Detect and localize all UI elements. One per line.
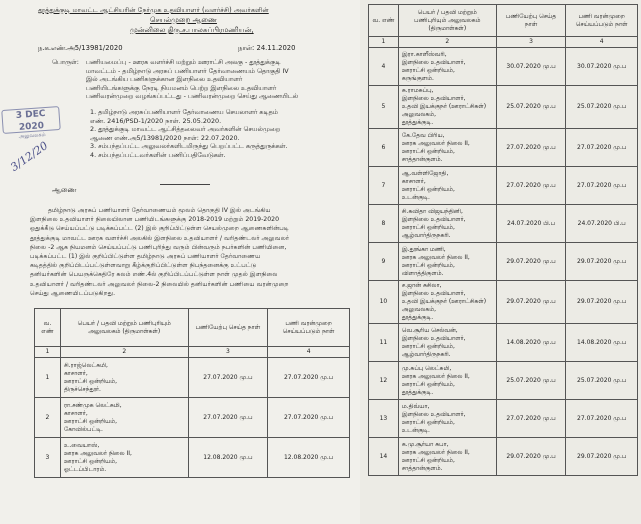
row-name-cell bbox=[398, 205, 496, 243]
row-name-cell bbox=[60, 398, 188, 438]
row-sno: 8 bbox=[369, 205, 399, 243]
row-name-line: ஊராட்சி ஒன்றியம், bbox=[401, 456, 455, 464]
row-name-line: காசாளர், bbox=[63, 369, 88, 377]
table-row bbox=[35, 438, 350, 478]
row-name-line: கே.தேவ பிரிய, bbox=[401, 131, 445, 139]
reference-item: 4. சம்பந்தப்பட்டவர்களின் பணிப்பதிவேடுகள். bbox=[90, 150, 226, 159]
row-join-date: 24.07.2020 பி.ப bbox=[496, 205, 566, 243]
table-number-row bbox=[369, 37, 638, 48]
row-regular-date: 27.07.2020 மு.ப bbox=[566, 129, 638, 167]
row-name-cell bbox=[398, 362, 496, 400]
table-row bbox=[369, 324, 638, 362]
order-line: நிலை -2 ஆக நியமனம் செய்யப்பட்டு பணிபுரிந்து வரும் பின்வரும் நபர்களின் பணியினை, bbox=[30, 243, 287, 251]
right-page bbox=[360, 0, 641, 524]
row-name-cell bbox=[398, 48, 496, 86]
row-name-line: தூத்துக்குடி. bbox=[401, 119, 434, 126]
row-name-line: இளநிலை உதவியாளர், bbox=[401, 290, 466, 297]
row-name-line: இளநிலை உதவியாளர், bbox=[401, 410, 466, 418]
row-sno: 7 bbox=[369, 167, 399, 205]
order-line: தனியர்களின் பெயருக்கெதிரே கலம் எண்.4ல் குறிப்பிடப்பட்டுள்ள நாள் முதல் இளநிலை bbox=[30, 271, 278, 279]
row-join-date: 14.08.2020 மு.ப bbox=[496, 324, 566, 362]
row-name-line: இளநிலை உதவியாளர், bbox=[401, 58, 466, 66]
header-line-3: முன்னிலை திரு.ச.பாலசுப்பிரமணியன், bbox=[130, 26, 254, 34]
col-sno: வ. எண் bbox=[369, 5, 399, 37]
order-line: உதவியாளர் / வரிதண்டலர் அலுவலர் நிலை-2 நிலையில் தனியர்களின் பணியை வரன்முறை bbox=[30, 280, 289, 288]
row-name-line: மு.சுப்பு லெட்சுமி, bbox=[401, 364, 452, 372]
row-name-line: ஊரக அலுவலர் நிலை II, bbox=[401, 372, 470, 380]
row-name-line: வெ.சூரிய செல்வன், bbox=[401, 326, 458, 334]
row-name-line: ஊராட்சி ஒன்றியம், bbox=[401, 261, 455, 269]
order-line: இளநிலை உதவியாளர் நிலையிலான பணியிடங்களுக்கு 2018-2019 மற்றும் 2019-2020 bbox=[30, 216, 280, 224]
header-line-2: செயல்முறை ஆணை bbox=[150, 16, 217, 24]
row-name-line: ஊரக அலுவலர் நிலை II, bbox=[401, 448, 470, 456]
row-name-line: ஊரக அலுவலர் நிலை II, bbox=[63, 449, 132, 457]
reference-item: 3. சம்பந்தப்பட்ட அலுவலர்களிடமிருந்து பெறப்பட்ட கருத்துருக்கள். bbox=[90, 142, 288, 151]
col-number: 2 bbox=[60, 347, 188, 358]
row-name-cell bbox=[60, 438, 188, 478]
col-number: 4 bbox=[268, 347, 350, 358]
row-name-cell bbox=[398, 86, 496, 129]
order-line: ஒதுக்கீடு செய்யப்பட்டு படிக்கப்பட்ட (2) இல் குறிப்பிட்டுள்ள செயல்முறை ஆணைகளின்படி bbox=[30, 225, 289, 233]
row-name-line: காசாளர், bbox=[63, 409, 88, 417]
row-name-line: உதவி இயக்குநர் (ஊராட்சிகள்) bbox=[401, 298, 487, 305]
row-name-line: ஊராட்சி ஒன்றியம், bbox=[401, 380, 455, 388]
row-name-line: ஊராட்சி ஒன்றியம், bbox=[401, 185, 455, 193]
table-row bbox=[369, 281, 638, 324]
row-regular-date: 27.07.2020 மு.ப bbox=[268, 358, 350, 398]
col-number: 4 bbox=[566, 37, 638, 48]
row-regular-date: 27.07.2020 மு.ப bbox=[566, 167, 638, 205]
row-name-line: இளநிலை உதவியாளர், bbox=[401, 95, 466, 102]
order-title: ஆணை bbox=[52, 186, 77, 194]
row-name-line: ஊராட்சி ஒன்றியம், bbox=[401, 66, 455, 74]
row-regular-date: 14.08.2020 மு.ப bbox=[566, 324, 638, 362]
subject-label: பொருள்: bbox=[52, 58, 79, 66]
row-name-line: ஆ.வள்ளிஜோதி, bbox=[401, 169, 449, 177]
col-regular-date: பணி வரன்முறை செய்யப்படும் நாள் bbox=[268, 309, 350, 347]
row-sno: 1 bbox=[35, 358, 61, 398]
table-row bbox=[369, 48, 638, 86]
row-name-line: இ.தூங்கா மணி, bbox=[401, 245, 446, 253]
order-date: நாள்: 24.11.2020 bbox=[238, 44, 296, 52]
row-sno: 3 bbox=[35, 438, 61, 478]
row-sno: 13 bbox=[369, 400, 399, 438]
order-line: கடிதத்தில் குறிப்பிடப்பட்டுள்ளவாறு கீழ்க்குறிப்பிட்டுள்ள நிபந்தனைக்கு உட்பட்டு bbox=[30, 262, 257, 270]
order-line: தமிழ்நாடு அரசுப் பணியாளர் தேர்வாணையம் மூலம் தொகுதி IV இல் அடங்கிய bbox=[48, 207, 271, 214]
row-name-line: ஊராட்சி ஒன்றியம், bbox=[63, 417, 117, 425]
left-table-body bbox=[35, 358, 350, 478]
row-name-line: ஊரக அலுவலர் நிலை II, bbox=[401, 253, 470, 261]
row-name-line: சி.கவிதா விஜயந்தினி, bbox=[401, 207, 463, 215]
stamp-sub: அலுவலகம் bbox=[18, 132, 46, 140]
row-name-line: ஊராட்சி ஒன்றியம், bbox=[401, 418, 455, 426]
row-sno: 14 bbox=[369, 438, 399, 476]
row-join-date: 25.07.2020 மு.ப bbox=[496, 362, 566, 400]
row-regular-date: 29.07.2020 மு.ப bbox=[566, 243, 638, 281]
row-name-line: விளாத்திகுளம். bbox=[401, 269, 444, 277]
row-sno: 5 bbox=[369, 86, 399, 129]
col-join-date: பணியேற்பு செய்த நாள் bbox=[496, 5, 566, 37]
row-join-date: 12.08.2020 மு.ப bbox=[188, 438, 268, 478]
right-regularisation-table bbox=[368, 4, 638, 476]
row-name-line: இரா.காளீஸ்வரி, bbox=[401, 50, 447, 58]
row-join-date: 29.07.2020 மு.ப bbox=[496, 438, 566, 476]
table-number-row bbox=[35, 347, 350, 358]
subject-text bbox=[86, 58, 356, 101]
received-stamp bbox=[1, 106, 61, 140]
row-join-date: 27.07.2020 மு.ப bbox=[188, 398, 268, 438]
row-name-line: இளநிலை உதவியாளர், bbox=[401, 215, 466, 223]
row-name-cell bbox=[398, 167, 496, 205]
handwritten-signature: 3/12/20 bbox=[8, 139, 51, 174]
order-body bbox=[30, 206, 355, 298]
row-name-line: ஊராட்சி ஒன்றியம், bbox=[401, 147, 455, 155]
row-name-line: ஆழ்வார்திருநகரி. bbox=[401, 350, 451, 358]
table-row bbox=[369, 86, 638, 129]
row-name-line: ஊராட்சி ஒன்றியம், bbox=[401, 342, 455, 350]
col-name: பெயர் / பதவி மற்றும் பணிபுரியும் அலுவலகம் (திருமாள்கள்) bbox=[398, 5, 496, 37]
table-row bbox=[369, 205, 638, 243]
row-name-line: ரா.சண்முக லெட்சுமி, bbox=[63, 401, 122, 409]
row-name-line: காசாளர், bbox=[401, 177, 426, 185]
row-name-line: திருச்செந்தூர். bbox=[63, 385, 101, 393]
row-name-line: உதவி இயக்குநர் (ஊராட்சிகள்) bbox=[401, 103, 487, 110]
row-join-date: 27.07.2020 மு.ப bbox=[188, 358, 268, 398]
row-sno: 4 bbox=[369, 48, 399, 86]
subject-line: இல் அடங்கிய பணிகளுக்கான இளநிலை உதவியாளர் bbox=[86, 75, 243, 84]
row-name-cell bbox=[398, 243, 496, 281]
order-line: படிக்கப்பட்ட (1) இல் குறிப்பிட்டுள்ள தமிழ்நாடு அரசுப் பணியாளர் தேர்வாணைய bbox=[30, 253, 261, 261]
row-name-cell bbox=[398, 129, 496, 167]
row-name-line: சி.ராஜ்லெட்சுமி, bbox=[63, 361, 108, 369]
row-name-line: சாத்தான்குளம். bbox=[401, 155, 443, 163]
col-number: 2 bbox=[398, 37, 496, 48]
row-name-line: ஆழ்வார்திருநகரி. bbox=[401, 231, 451, 239]
row-join-date: 30.07.2020 மு.ப bbox=[496, 48, 566, 86]
row-name-line: ஊரக அலுவலர் நிலை II, bbox=[401, 139, 470, 147]
reference-item: ஆணை எண்.அ5/13981/2020 நாள்: 22.07.2020. bbox=[90, 133, 240, 142]
row-sno: 11 bbox=[369, 324, 399, 362]
row-name-line: உடன்குடி. bbox=[401, 193, 430, 201]
row-name-cell bbox=[398, 281, 496, 324]
table-row bbox=[369, 167, 638, 205]
stamp-date: 3 DEC 2020 bbox=[15, 108, 46, 133]
reference-number: ந.க.எண்.அ5/13981/2020 bbox=[38, 44, 123, 52]
right-table-body bbox=[369, 48, 638, 476]
subject-line: மாவட்டம் - தமிழ்நாடு அரசுப் பணியாளர் தேர்வாணையம் தொகுதி IV bbox=[86, 66, 289, 75]
subject-line: பணிவரன்முறை வழங்கப்பட்டது - பணிவரன்முறை செய்து ஆணையிடல் bbox=[86, 92, 299, 101]
row-regular-date: 25.07.2020 மு.ப bbox=[566, 362, 638, 400]
row-sno: 9 bbox=[369, 243, 399, 281]
left-regularisation-table bbox=[34, 308, 350, 478]
row-name-line: ச.ஜான் சுசிலா, bbox=[401, 282, 442, 289]
col-number: 1 bbox=[35, 347, 61, 358]
row-name-line: அலுவலகம், bbox=[401, 306, 436, 313]
table-header-row bbox=[369, 5, 638, 37]
subject-line: பணியமைப்பு - ஊரக வளர்ச்சி மற்றும் ஊராட்சி அலகு - தூத்துக்குடி bbox=[86, 58, 281, 66]
row-join-date: 27.07.2020 மு.ப bbox=[496, 400, 566, 438]
reference-item: 2. தூத்துக்குடி மாவட்ட ஆட்சித்தலைவர் அவர்களின் செயல்முறை bbox=[90, 125, 281, 134]
reference-item: எண். 2416/PSD-1/2020 நாள். 25.05.2020. bbox=[90, 116, 222, 125]
row-regular-date: 29.07.2020 மு.ப bbox=[566, 438, 638, 476]
row-sno: 10 bbox=[369, 281, 399, 324]
row-name-line: இளநிலை உதவியாளர், bbox=[401, 334, 466, 342]
row-name-cell bbox=[398, 438, 496, 476]
row-name-line: கோவில்பட்டி. bbox=[63, 425, 103, 433]
row-name-line: சு.ராமசுப்பு, bbox=[401, 87, 434, 94]
row-name-line: உ.வையாஸ், bbox=[63, 441, 100, 449]
row-regular-date: 25.07.2020 மு.ப bbox=[566, 86, 638, 129]
row-name-line: கருங்குளம். bbox=[401, 74, 434, 82]
row-sno: 12 bbox=[369, 362, 399, 400]
table-row bbox=[369, 362, 638, 400]
table-row bbox=[369, 400, 638, 438]
row-name-line: ம.திவ்யா, bbox=[401, 402, 430, 410]
row-join-date: 27.07.2020 மு.ப bbox=[496, 167, 566, 205]
row-name-cell bbox=[398, 400, 496, 438]
col-number: 3 bbox=[496, 37, 566, 48]
table-row bbox=[35, 358, 350, 398]
row-name-line: உடன்குடி. bbox=[401, 426, 430, 434]
table-row bbox=[369, 243, 638, 281]
row-name-cell bbox=[398, 324, 496, 362]
row-name-cell bbox=[60, 358, 188, 398]
row-join-date: 29.07.2020 மு.ப bbox=[496, 243, 566, 281]
row-name-line: தூத்துக்குடி. bbox=[401, 388, 434, 396]
row-name-line: க.மு.சூர்யா சுபா, bbox=[401, 440, 449, 448]
table-header-row bbox=[35, 309, 350, 347]
header-line-1: தூத்துக்குடி மாவட்ட ஆட்சியரின் நேர்முக உதவியாளர் (வளர்ச்சி) அவர்களின் bbox=[38, 6, 269, 14]
col-number: 3 bbox=[188, 347, 268, 358]
row-name-line: ஊராட்சி ஒன்றியம், bbox=[63, 457, 117, 465]
row-sno: 6 bbox=[369, 129, 399, 167]
col-join-date: பணியேற்பு செய்த நாள் bbox=[188, 309, 268, 347]
row-join-date: 27.07.2020 மு.ப bbox=[496, 129, 566, 167]
row-join-date: 29.07.2020 மு.ப bbox=[496, 281, 566, 324]
row-regular-date: 12.08.2020 மு.ப bbox=[268, 438, 350, 478]
row-regular-date: 29.07.2020 மு.ப bbox=[566, 281, 638, 324]
divider bbox=[160, 184, 210, 185]
row-name-line: ஊராட்சி ஒன்றியம், bbox=[63, 377, 117, 385]
references-list bbox=[90, 108, 356, 160]
row-name-line: அலுவலகம், bbox=[401, 111, 436, 118]
col-name: பெயர் / பதவி மற்றும் பணிபுரியும் அலுவலகம் (திருமாள்கள்) bbox=[60, 309, 188, 347]
order-line: தூத்துக்குடி மாவட்ட ஊரக வளர்ச்சி அலகில் இளநிலை உதவியாளர் / வரிதண்டலர் அலுவலர் bbox=[30, 234, 290, 242]
row-sno: 2 bbox=[35, 398, 61, 438]
col-number: 1 bbox=[369, 37, 399, 48]
table-row bbox=[35, 398, 350, 438]
col-sno: வ. எண் bbox=[35, 309, 61, 347]
row-name-line: தூத்துக்குடி. bbox=[401, 314, 434, 321]
col-regular-date: பணி வரன்முறை செய்யப்படும் நாள் bbox=[566, 5, 638, 37]
row-regular-date: 24.07.2020 பி.ப bbox=[566, 205, 638, 243]
table-row bbox=[369, 438, 638, 476]
order-line: செய்து ஆணையிடப்படுகிறது. bbox=[30, 289, 116, 297]
row-name-line: சாத்தான்குளம். bbox=[401, 464, 443, 472]
row-name-line: ஓட்டப்பிடாரம். bbox=[63, 465, 107, 473]
table-row bbox=[369, 129, 638, 167]
row-name-line: ஊராட்சி ஒன்றியம், bbox=[401, 223, 455, 231]
subject-line: பணியிடங்களுக்கு நேரடி நியமனம் பெற்ற இளநிலை உதவியாளர் bbox=[86, 83, 277, 92]
row-regular-date: 27.07.2020 மு.ப bbox=[268, 398, 350, 438]
reference-item: 1. தமிழ்நாடு அரசுப்பணியாளர் தேர்வாணைய செயலாளர் கடிதம் bbox=[90, 108, 278, 116]
row-regular-date: 30.07.2020 மு.ப bbox=[566, 48, 638, 86]
row-regular-date: 27.07.2020 மு.ப bbox=[566, 400, 638, 438]
row-join-date: 25.07.2020 மு.ப bbox=[496, 86, 566, 129]
